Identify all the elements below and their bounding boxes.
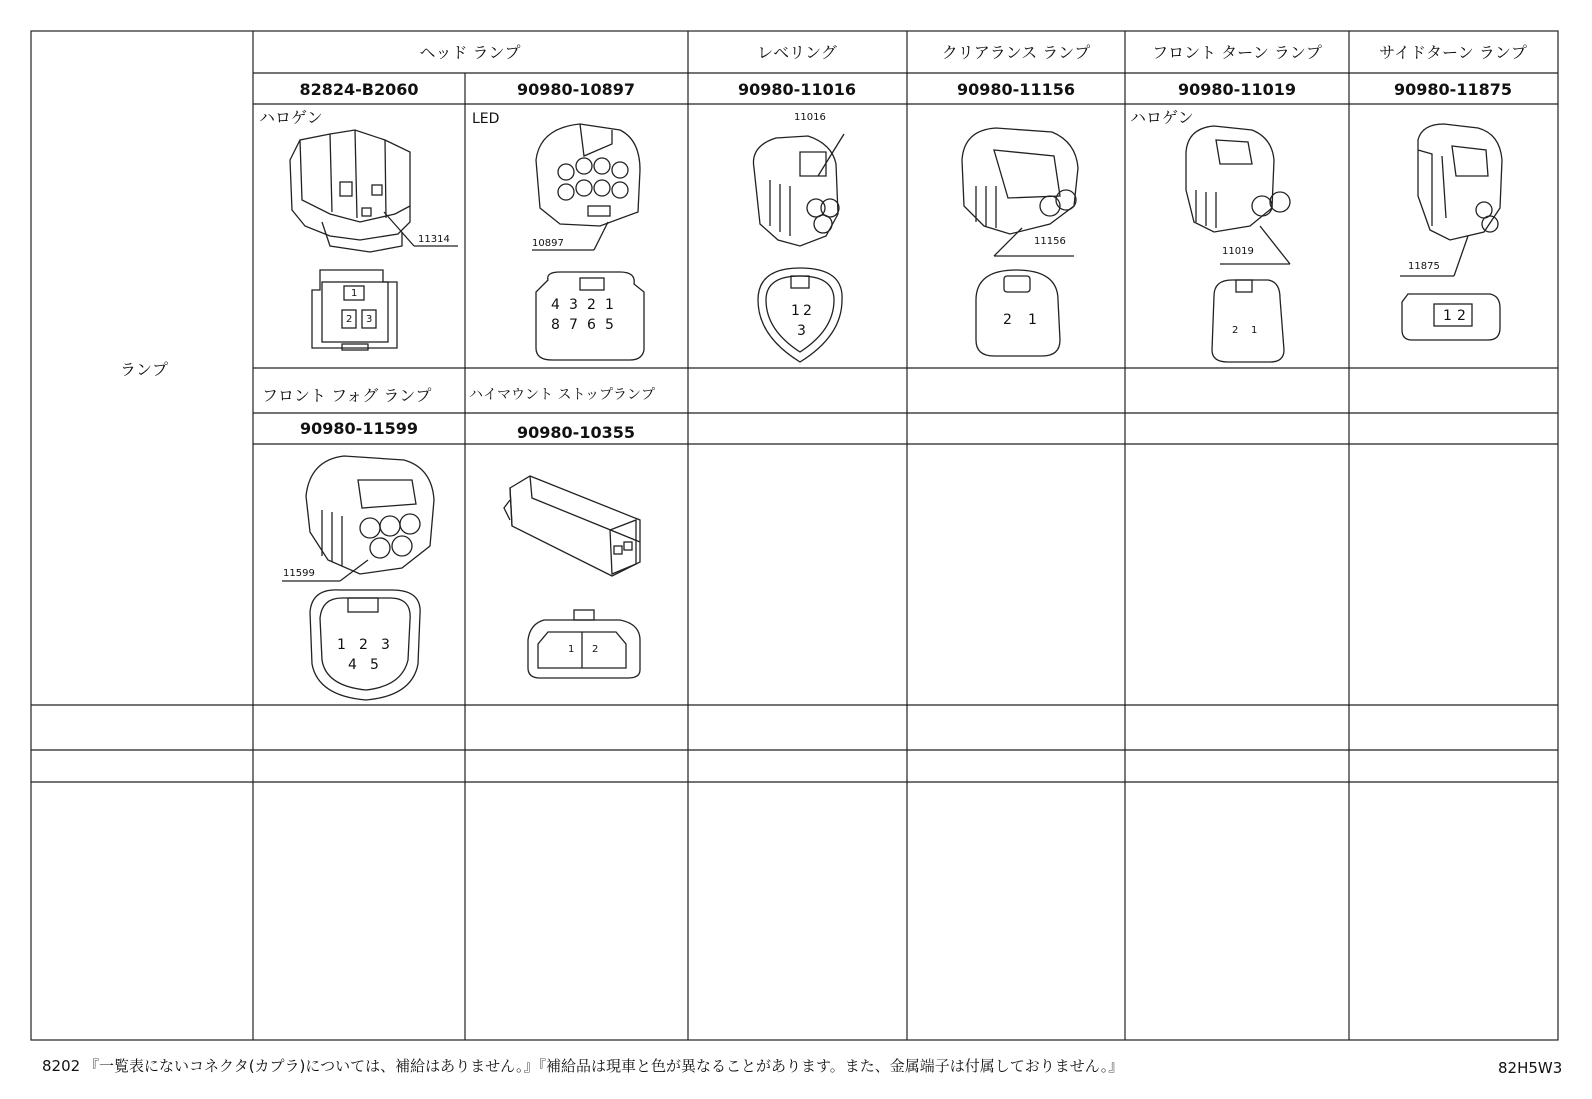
pin-number: 3: [569, 297, 578, 313]
connector-11019-illustration: [1186, 126, 1290, 264]
connector-11016-illustration: [753, 134, 844, 246]
part-number: 90980-11156: [957, 80, 1075, 99]
connector-11875-illustration: [1400, 124, 1502, 276]
pin-number: 2: [1232, 325, 1239, 336]
connector-11599-illustration: [282, 456, 434, 581]
footer-page-number: 8202: [42, 1057, 81, 1075]
connector-11016-face: [758, 268, 842, 362]
pin-number: 2: [1003, 312, 1012, 328]
pin-number: 4: [551, 297, 560, 313]
pin-number: 6: [587, 317, 596, 333]
callout-label: 11019: [1222, 246, 1254, 257]
header-side-turn: サイドターン ランプ: [1379, 43, 1527, 62]
connector-11156-face: [976, 270, 1060, 356]
callout-label: 11599: [283, 568, 315, 579]
callout-label: 11156: [1034, 236, 1066, 247]
note-halogen: ハロゲン: [1130, 108, 1194, 127]
header-leveling: レベリング: [757, 43, 837, 62]
connector-10897-face: [536, 272, 644, 360]
header-front-turn: フロント ターン ランプ: [1152, 43, 1322, 62]
note-halogen: ハロゲン: [259, 108, 323, 127]
header-clearance: クリアランス ランプ: [941, 43, 1091, 62]
pin-number: 1: [1028, 312, 1037, 328]
pin-number: 2: [359, 637, 368, 653]
pin-number: 1: [337, 637, 346, 653]
pin-number: 3: [381, 637, 390, 653]
part-number: 90980-11019: [1178, 80, 1296, 99]
pin-number: 2: [346, 314, 353, 325]
part-number: 82824-B2060: [299, 80, 419, 99]
part-number: 90980-11599: [300, 419, 418, 438]
callout-label: 11875: [1408, 261, 1440, 272]
part-number: 90980-11016: [738, 80, 856, 99]
pin-number: 3: [797, 323, 806, 339]
connector-10355-face: [528, 610, 640, 678]
header-high-mount: ハイマウント ストップランプ: [469, 387, 656, 403]
part-number: 90980-11875: [1394, 80, 1512, 99]
part-number: 90980-10897: [517, 80, 635, 99]
pin-number: 7: [569, 317, 578, 333]
pin-number: 2: [587, 297, 596, 313]
part-number: 90980-10355: [517, 423, 635, 442]
pin-number: 1: [605, 297, 614, 313]
pin-number: 1: [791, 303, 800, 319]
pin-number: 5: [370, 657, 379, 673]
footer-code: 82H5W3: [1498, 1059, 1563, 1077]
connector-11314-face: [312, 270, 397, 350]
pin-number: 1: [351, 288, 358, 299]
pin-number: 1: [1443, 308, 1452, 324]
pin-number: 2: [1457, 308, 1466, 324]
note-led: LED: [472, 111, 500, 127]
connector-10355-illustration: [504, 476, 640, 576]
connector-11019-face: [1212, 280, 1284, 362]
callout-label: 10897: [532, 238, 564, 249]
pin-number: 2: [592, 644, 599, 655]
pin-number: 1: [568, 644, 575, 655]
callout-label: 11314: [418, 234, 450, 245]
connector-10897-illustration: [532, 124, 640, 250]
pin-number: 8: [551, 317, 560, 333]
pin-number: 3: [366, 314, 373, 325]
callout-label: 11016: [794, 112, 826, 123]
header-front-fog: フロント フォグ ランプ: [262, 386, 432, 405]
header-headlamp: ヘッド ランプ: [419, 43, 521, 62]
row-label: ランプ: [120, 360, 169, 379]
pin-number: 5: [605, 317, 614, 333]
pin-number: 4: [348, 657, 357, 673]
pin-number: 1: [1251, 325, 1258, 336]
footer-note: 『一覧表にないコネクタ(カプラ)については、補給はありません。』『補給品は現車と色が異なることがあります。また、金属端子は付属しておりません。』: [84, 1057, 1124, 1075]
pin-number: 2: [803, 303, 812, 319]
